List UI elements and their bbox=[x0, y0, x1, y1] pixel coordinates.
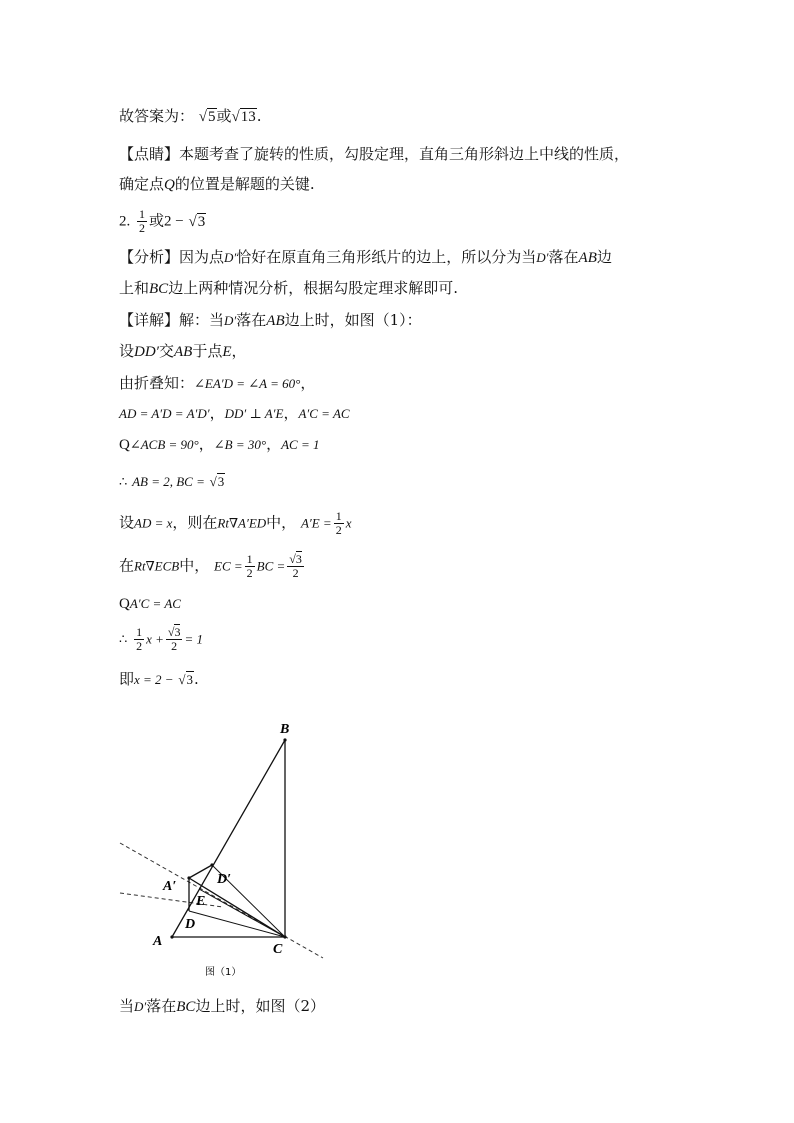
dashed-line-lower bbox=[120, 893, 223, 907]
text: 边上时，如图（2） bbox=[195, 997, 325, 1015]
text: 上和 bbox=[119, 279, 150, 297]
point-d-prime: D′ bbox=[536, 250, 549, 265]
question-2-answer bbox=[119, 208, 206, 235]
segment-bc: BC bbox=[149, 281, 169, 297]
numerator: √3 bbox=[289, 552, 302, 566]
numerator: 1 bbox=[139, 207, 146, 221]
analysis-tag: 【分析】 bbox=[119, 248, 180, 266]
numerator: 1 bbox=[246, 552, 253, 566]
comment-line-2 bbox=[119, 173, 315, 196]
radicand: 3 bbox=[197, 213, 206, 230]
radicand: 3 bbox=[217, 474, 225, 489]
segment-dd: DD′ bbox=[134, 344, 159, 360]
dashed-line-upper bbox=[120, 843, 323, 958]
text: 确定点 bbox=[119, 175, 165, 193]
text: ， bbox=[300, 374, 316, 392]
sqrt-13: √13 bbox=[231, 109, 256, 125]
text: 落在 bbox=[236, 311, 267, 329]
label-b: B bbox=[280, 722, 290, 737]
text: ，则在 bbox=[172, 513, 218, 532]
answer-prefix: 故答案为： bbox=[119, 107, 195, 125]
answer-or: 或 bbox=[216, 107, 232, 125]
segment-ab: AB bbox=[578, 250, 597, 266]
given-line bbox=[119, 433, 320, 456]
label-d: D bbox=[185, 917, 196, 932]
because-ac-line bbox=[119, 592, 181, 615]
answer-end: . bbox=[256, 107, 262, 125]
ac-equation: A′C = AC bbox=[298, 406, 350, 421]
label-a-prime: A′ bbox=[163, 879, 177, 894]
ab-bc-equation: AB = 2, BC = bbox=[132, 474, 205, 489]
text: ， bbox=[231, 342, 247, 360]
text: ， bbox=[198, 435, 214, 453]
numerator: 1 bbox=[136, 625, 143, 639]
sqrt-3: √3 bbox=[178, 672, 194, 687]
ac-equation: A′C = AC bbox=[129, 596, 181, 611]
point-q: Q bbox=[164, 177, 175, 193]
fraction-sqrt3-over-2 bbox=[287, 553, 304, 580]
angle-equation: ∠EA′D = ∠A = 60° bbox=[194, 376, 301, 391]
comment-text: 本题考查了旋转的性质，勾股定理，直角三角形斜边上中线的性质， bbox=[179, 145, 630, 163]
result-line bbox=[119, 668, 199, 691]
text: 边上两种情况分析，根据勾股定理求解即可. bbox=[168, 279, 458, 297]
segment-a-prime-d-prime bbox=[189, 865, 212, 878]
point-c bbox=[283, 935, 286, 938]
point-d-prime: D′ bbox=[134, 999, 147, 1014]
numerator: 1 bbox=[335, 509, 342, 523]
point-e: E bbox=[222, 344, 232, 360]
fraction-half bbox=[245, 553, 255, 580]
analysis-line-2 bbox=[119, 277, 458, 300]
perpendicular: DD′ ⊥ A′E bbox=[224, 406, 284, 421]
ecb-line bbox=[119, 553, 306, 580]
set-x-line bbox=[119, 510, 351, 537]
text: 交 bbox=[158, 342, 174, 360]
label-d-prime: D′ bbox=[217, 872, 232, 887]
segment-ab: AB bbox=[266, 313, 285, 329]
radicand: 3 bbox=[295, 552, 302, 566]
point-a-prime bbox=[187, 876, 190, 879]
segment-ec bbox=[199, 889, 285, 937]
two-minus: 2 − bbox=[164, 213, 184, 230]
therefore-symbol: ∴ bbox=[119, 474, 128, 489]
case-2-line bbox=[119, 995, 325, 1018]
text: 的位置是解题的关键. bbox=[174, 175, 315, 193]
text: 当 bbox=[119, 997, 135, 1015]
segment-ab: AB bbox=[173, 344, 193, 360]
ab-bc-line bbox=[119, 470, 225, 493]
because-symbol: Q bbox=[119, 596, 130, 612]
denominator: 2 bbox=[292, 566, 299, 580]
right-triangle-aed: Rt∇A′ED bbox=[217, 515, 267, 531]
text: 因为点 bbox=[179, 248, 225, 266]
angle-acb: ∠ACB = 90° bbox=[129, 437, 199, 452]
point-b bbox=[283, 738, 286, 741]
numerator: √3 bbox=[167, 625, 181, 639]
ac-value: AC = 1 bbox=[281, 437, 320, 452]
text: 边 bbox=[596, 248, 612, 266]
analysis-line-1 bbox=[119, 246, 612, 269]
equalities-line bbox=[119, 402, 350, 425]
angle-b: ∠B = 30° bbox=[213, 437, 267, 452]
ae-equation: A′E = bbox=[300, 515, 332, 531]
text: 设 bbox=[119, 513, 135, 532]
or-text: 或 bbox=[149, 211, 165, 230]
text: ， bbox=[209, 404, 225, 422]
comment-line-1 bbox=[119, 143, 629, 165]
x-plus: x + bbox=[146, 631, 164, 647]
point-d-prime bbox=[210, 863, 213, 866]
folding-line bbox=[119, 372, 315, 395]
segment-dc bbox=[189, 911, 285, 937]
radicand: 5 bbox=[208, 109, 216, 125]
detail-line bbox=[119, 309, 422, 332]
comment-tag: 【点睛】 bbox=[119, 145, 180, 163]
question-number: 2. bbox=[119, 213, 131, 230]
text: 恰好在原直角三角形纸片的边上，所以分为当 bbox=[236, 248, 537, 266]
point-a bbox=[170, 935, 173, 938]
fraction-half bbox=[134, 626, 144, 653]
equation-line bbox=[119, 626, 203, 653]
ec-equation: EC = bbox=[214, 558, 243, 574]
denominator: 2 bbox=[136, 639, 143, 653]
point-d-prime: D′ bbox=[224, 313, 237, 328]
bc-equation: BC = bbox=[256, 558, 286, 574]
figure-caption: 图（1） bbox=[205, 967, 242, 978]
text: 由折叠知： bbox=[119, 374, 195, 392]
fraction-half bbox=[334, 510, 344, 537]
label-c: C bbox=[273, 942, 283, 957]
text: 即 bbox=[119, 670, 135, 688]
therefore-symbol: ∴ bbox=[119, 631, 128, 647]
set-intersection-line bbox=[119, 340, 247, 363]
denominator: 2 bbox=[246, 566, 253, 580]
sqrt-3: √3 bbox=[188, 213, 206, 230]
text: 于点 bbox=[192, 342, 223, 360]
x-equation: x = 2 − bbox=[134, 672, 174, 687]
segment-bc: BC bbox=[176, 999, 196, 1015]
text: . bbox=[194, 670, 199, 688]
label-a: A bbox=[153, 934, 163, 949]
variable-x: x bbox=[345, 515, 352, 531]
denominator: 2 bbox=[139, 221, 146, 235]
detail-tag: 【详解】 bbox=[119, 311, 180, 329]
text: 落在 bbox=[548, 248, 579, 266]
text: ， bbox=[266, 435, 282, 453]
text: 中， bbox=[266, 513, 297, 532]
radicand: 13 bbox=[240, 109, 256, 125]
text: 在 bbox=[119, 556, 135, 575]
sqrt-5: √5 bbox=[198, 109, 216, 125]
text: ， bbox=[283, 404, 299, 422]
geometry-figure-1 bbox=[115, 715, 335, 985]
fraction-half bbox=[137, 208, 147, 235]
equals-one: = 1 bbox=[184, 631, 203, 647]
because-symbol: Q bbox=[119, 437, 130, 453]
point-d-prime: D′ bbox=[224, 250, 237, 265]
denominator: 2 bbox=[171, 639, 178, 653]
text: 中， bbox=[179, 556, 210, 575]
denominator: 2 bbox=[335, 523, 342, 537]
fraction-sqrt3-over-2 bbox=[166, 626, 183, 653]
answer-line bbox=[119, 105, 262, 128]
radicand: 3 bbox=[186, 672, 194, 687]
ad-equals-x: AD = x bbox=[134, 515, 173, 531]
text: 设 bbox=[119, 342, 135, 360]
label-e: E bbox=[196, 894, 206, 909]
text: 边上时，如图（1）： bbox=[284, 311, 422, 329]
text: 解：当 bbox=[179, 311, 225, 329]
text: 落在 bbox=[146, 997, 177, 1015]
length-equation: AD = A′D = A′D′ bbox=[119, 406, 210, 421]
sqrt-3: √3 bbox=[209, 474, 225, 489]
right-triangle-ecb: Rt∇ECB bbox=[134, 558, 180, 574]
radicand: 3 bbox=[174, 625, 181, 639]
